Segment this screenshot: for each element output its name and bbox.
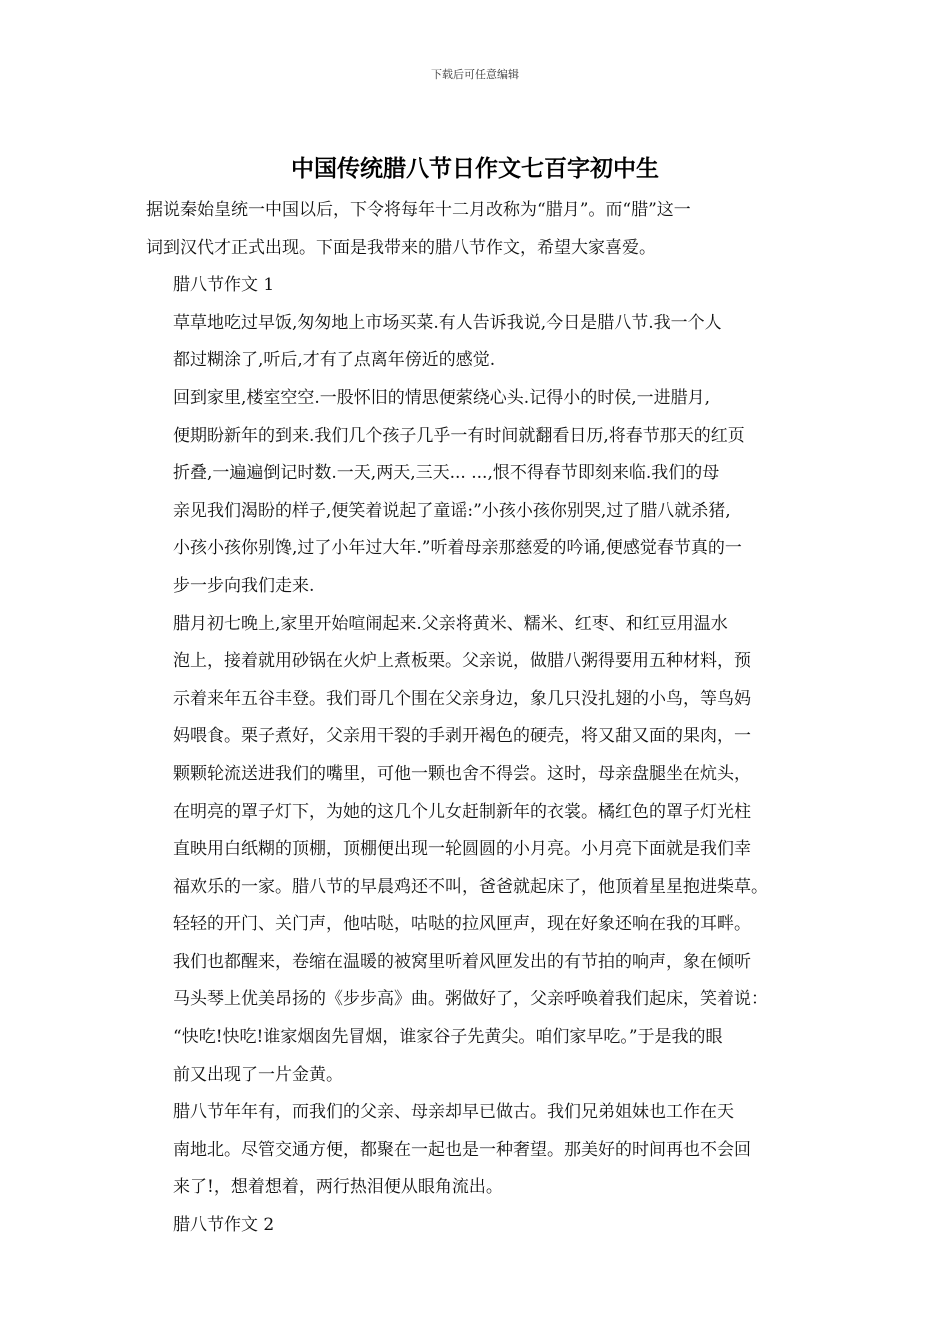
paragraph [146,380,822,606]
text-line: 颗颗轮流送进我们的嘴里，可他一颗也舍不得尝。这时，母亲盘腿坐在炕头， [173,763,751,784]
text-line: 南地北。尽管交通方便，都聚在一起也是一种奢望。那美好的时间再也不会回 [173,1139,751,1160]
text-line: 腊月初七晚上,家里开始喧闹起来.父亲将黄米、糯米、红枣、和红豆用温水 [173,613,728,634]
text-line: 妈喂食。栗子煮好，父亲用干裂的手剥开褐色的硬壳，将又甜又面的果肉，一 [173,726,751,747]
intro-paragraph [146,192,822,267]
document-body [146,192,822,1245]
text-line: 草草地吃过早饭,匆匆地上市场买菜.有人告诉我说,今日是腊八节.我一个人 [173,312,722,333]
text-line: 来了!，想着想着，两行热泪便从眼角流出。 [173,1177,503,1198]
paragraph [146,606,822,1095]
text-line: 回到家里,楼室空空.一股怀旧的情思便萦绕心头.记得小的时侯,一进腊月, [173,387,711,408]
text-line: 前又出现了一片金黄。 [173,1064,343,1085]
text-line: 腊八节年年有，而我们的父亲、母亲却早已做古。我们兄弟姐妹也工作在天 [173,1102,734,1123]
text-line: 词到汉代才正式出现。下面是我带来的腊八节作文，希望大家喜爱。 [146,237,656,258]
text-line: 在明亮的罩子灯下，为她的这几个儿女赶制新年的衣裳。橘红色的罩子灯光柱 [173,801,751,822]
text-line: 直映用白纸糊的顶棚，顶棚便出现一轮圆圆的小月亮。小月亮下面就是我们幸 [173,839,751,860]
header-note: 下载后可任意编辑 [431,68,519,81]
text-line: 马头琴上优美昂扬的《步步高》曲。粥做好了，父亲呼唤着我们起床，笑着说： [173,989,768,1010]
document-title: 中国传统腊八节日作文七百字初中生 [291,155,659,182]
text-line: 据说秦始皇统一中国以后，下令将每年十二月改称为“腊月”。而“腊”这一 [146,200,691,220]
text-line: 示着来年五谷丰登。我们哥几个围在父亲身边，象几只没扎翅的小鸟，等鸟妈 [173,688,751,709]
text-line: 小孩小孩你别馋,过了小年过大年.”听着母亲那慈爱的吟诵,便感觉春节真的一 [173,538,742,559]
text-line: 都过糊涂了,听后,才有了点离年傍近的感觉. [173,350,496,371]
section-heading: 腊八节作文 1 [173,275,275,296]
text-line: 轻轻的开门、关门声，他咕哒，咕哒的拉风匣声，现在好象还响在我的耳畔。 [173,914,751,935]
text-line: 泡上，接着就用砂锅在火炉上煮板栗。父亲说，做腊八粥得要用五种材料，预 [173,651,751,672]
section-heading: 腊八节作文 2 [173,1215,275,1236]
text-line: 福欢乐的一家。腊八节的早晨鸡还不叫，爸爸就起床了，他顶着星星抱进柴草。 [173,876,768,897]
text-line: 我们也都醒来，卷缩在温暖的被窝里听着风匣发出的有节拍的响声，象在倾听 [173,951,751,972]
text-line: 便期盼新年的到来.我们几个孩子几乎一有时间就翻看日历,将春节那天的红页 [173,425,745,446]
text-line: 折叠,一遍遍倒记时数.一天,两天,三天... ...,恨不得春节即刻来临.我们的母 [173,463,720,484]
paragraph [146,305,822,380]
text-line: 步一步向我们走来. [173,575,315,596]
text-line: “快吃!快吃!谁家烟囱先冒烟，谁家谷子先黄尖。咱们家早吃。”于是我的眼 [173,1027,723,1048]
paragraph [146,1094,822,1207]
text-line: 亲见我们渴盼的样子,便笑着说起了童谣:”小孩小孩你别哭,过了腊八就杀猪, [173,500,731,521]
